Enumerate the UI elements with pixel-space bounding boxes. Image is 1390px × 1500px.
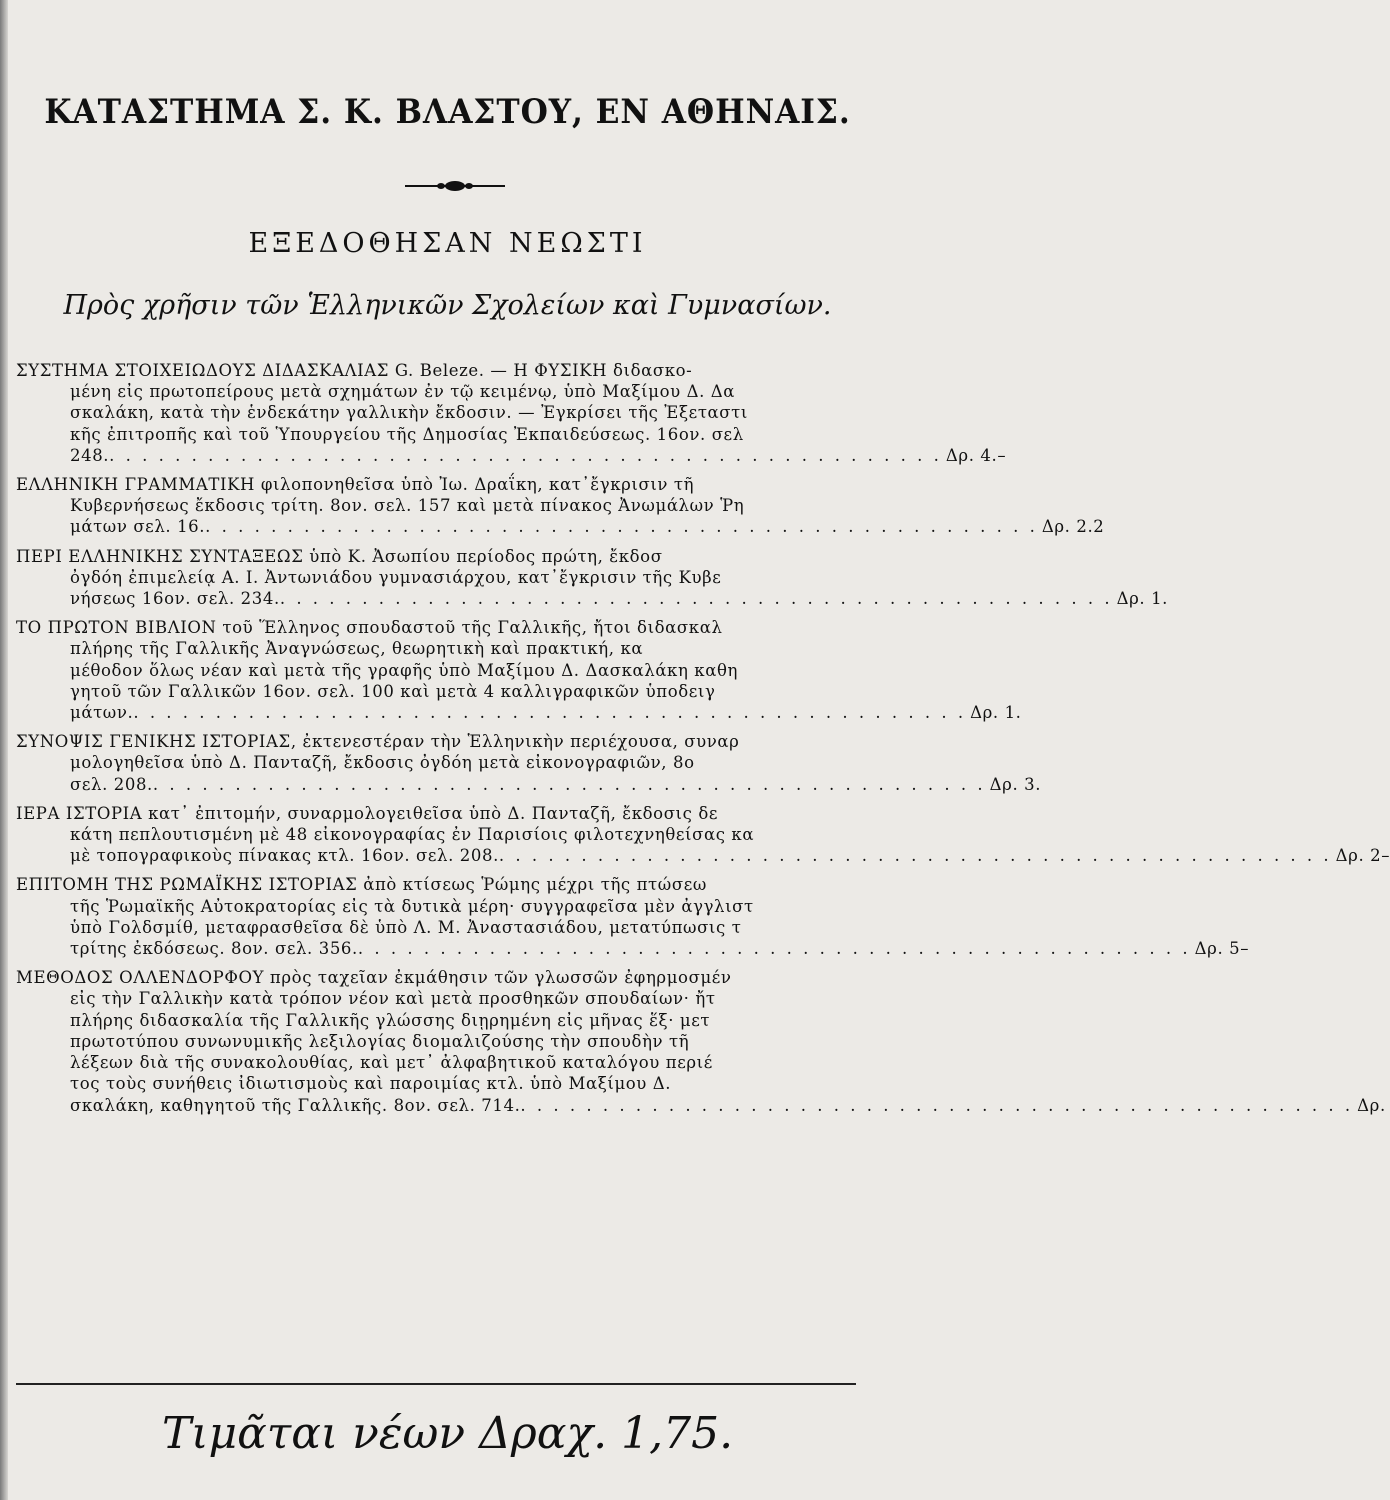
- entry-line: ΙΕΡΑ ΙΣΤΟΡΙΑ κατ᾽ ἐπιτομήν, συναρμολογειθεῖσα ὑπὸ Δ. Πανταζῆ, ἔκδοσις δε: [16, 803, 718, 823]
- book-entry: [16, 546, 1169, 610]
- entry-line: ΣΥΣΤΗΜΑ ΣΤΟΙΧΕΙΩΔΟΥΣ ΔΙΔΑΣΚΑΛΙΑΣ G. Beleze. — Η ΦΥΣΙΚΗ διδασκο-: [16, 361, 693, 380]
- entry-line: μένη εἰς πρωτοπείρους μετὰ σχημάτων ἐν τῷ κειμένῳ, ὑπὸ Μαξίμου Δ. Δα: [70, 382, 736, 402]
- leader-dots: . . . . . . . . . . . . . . . . . . . . . . . . . . . . . . . . . . . . . . . . . . . . . . . . . . .: [205, 517, 1038, 537]
- entry-last-text: σελ. 208.: [70, 774, 153, 794]
- book-entry: [16, 874, 1250, 959]
- book-entry: [16, 360, 1007, 466]
- entry-line: ΕΠΙΤΟΜΗ ΤΗΣ ΡΩΜΑΪΚΗΣ ΙΣΤΟΡΙΑΣ ἀπὸ κτίσεως Ῥώμης μέχρι τῆς πτώσεω: [16, 875, 707, 895]
- entry-line: πλήρης διδασκαλία τῆς Γαλλικῆς γλώσσης διῃρημένη εἰς μῆνας ἕξ· μετ: [70, 1010, 711, 1030]
- entry-line: ΤΟ ΠΡΩΤΟΝ ΒΙΒΛΙΟΝ τοῦ Ἕλληνος σπουδαστοῦ τῆς Γαλλικῆς, ἤτοι διδασκαλ: [16, 618, 723, 638]
- entry-line: Κυβερνήσεως ἔκδοσις τρίτη. 8ον. σελ. 157 καὶ μετὰ πίνακος Ἀνωμάλων Ῥη: [70, 496, 745, 516]
- section-subheading: Πρὸς χρῆσιν τῶν Ἑλληνικῶν Σχολείων καὶ Γυμνασίων.: [63, 290, 832, 321]
- entry-last-line: [16, 1095, 1386, 1116]
- entry-price: Δρ. 4.–: [945, 445, 1007, 465]
- book-entry: [16, 967, 1386, 1115]
- entry-last-text: μάτων.: [70, 703, 134, 723]
- entry-last-text: μὲ τοπογραφικοὺς πίνακας κτλ. 16ον. σελ. 208.: [70, 846, 499, 866]
- entry-price: Δρ. 1.: [1116, 589, 1169, 609]
- entry-line: τος τοὺς συνήθεις ἰδιωτισμοὺς καὶ παροιμίας κτλ. ὑπὸ Μαξίμου Δ.: [70, 1074, 672, 1094]
- entry-price: Δρ. 1.: [970, 703, 1022, 723]
- entry-last-line: [16, 845, 1390, 866]
- divider-rule: [16, 1383, 856, 1385]
- entry-line: ὀγδόη ἐπιμελείᾳ Α. Ι. Ἀντωνιάδου γυμνασιάρχου, κατ᾽ἔγκρισιν τῆς Κυβε: [70, 567, 722, 587]
- entry-line: γητοῦ τῶν Γαλλικῶν 16ον. σελ. 100 καὶ μετὰ 4 καλλιγραφικῶν ὑποδειγ: [70, 681, 716, 701]
- leader-dots: . . . . . . . . . . . . . . . . . . . . . . . . . . . . . . . . . . . . . . . . . . . . . . . . . . .: [133, 703, 967, 723]
- entry-line: ΠΕΡΙ ΕΛΛΗΝΙΚΗΣ ΣΥΝΤΑΞΕΩΣ ὑπὸ Κ. Ἀσωπίου περίοδος πρώτη, ἔκδοσ: [16, 546, 663, 566]
- entry-last-line: [16, 588, 1169, 609]
- entry-line: πρωτοτύπου συνωνυμικῆς λεξιλογίας διομαλιζούσης τὴν σπουδὴν τῆ: [70, 1031, 690, 1051]
- book-entry: [16, 803, 1390, 867]
- entry-line: ΣΥΝΟΨΙΣ ΓΕΝΙΚΗΣ ΙΣΤΟΡΙΑΣ, ἐκτενεστέραν τὴν Ἑλληνικὴν περιέχουσα, συναρ: [16, 732, 740, 752]
- book-entry: [16, 617, 1022, 723]
- entry-line: μέθοδον ὅλως νέαν καὶ μετὰ τῆς γραφῆς ὑπὸ Μαξίμου Δ. Δασκαλάκη καθη: [70, 660, 738, 680]
- entry-last-text: σκαλάκη, καθηγητοῦ τῆς Γαλλικῆς. 8ον. σελ. 714.: [70, 1095, 521, 1115]
- price-line: Τιμᾶται νέων Δραχ. 1,75.: [161, 1408, 734, 1459]
- entry-line: κάτη πεπλουτισμένη μὲ 48 εἰκονογραφίας ἐν Παρισίοις φιλοτεχνηθείσας κα: [70, 825, 755, 845]
- book-entry: [16, 474, 1105, 538]
- leader-dots: . . . . . . . . . . . . . . . . . . . . . . . . . . . . . . . . . . . . . . . . . . . . . . . . . . .: [152, 774, 986, 794]
- leader-dots: . . . . . . . . . . . . . . . . . . . . . . . . . . . . . . . . . . . . . . . . . . . . . . . . . . .: [498, 846, 1332, 866]
- page-edge-shadow: [0, 0, 8, 1500]
- leader-dots: . . . . . . . . . . . . . . . . . . . . . . . . . . . . . . . . . . . . . . . . . . . . . . . . . . .: [279, 589, 1113, 609]
- entry-line: πλήρης τῆς Γαλλικῆς Ἀναγνώσεως, θεωρητικὴ καὶ πρακτική, κα: [70, 639, 644, 659]
- entry-last-text: 248.: [70, 445, 110, 465]
- entry-line: σκαλάκη, κατὰ τὴν ἑνδεκάτην γαλλικὴν ἔκδοσιν. — Ἐγκρίσει τῆς Ἐξεταστι: [70, 403, 748, 423]
- entry-last-text: τρίτης ἐκδόσεως. 8ον. σελ. 356.: [70, 939, 358, 959]
- entry-line: μολογηθεῖσα ὑπὸ Δ. Πανταζῆ, ἔκδοσις ὀγδόη μετὰ εἰκονογραφιῶν, 8ο: [70, 753, 695, 773]
- entry-price: Δρ. 3.: [989, 774, 1042, 794]
- entry-line: λέξεων διὰ τῆς συνακολουθίας, καὶ μετ᾽ ἀλφαβητικοῦ καταλόγου περιέ: [70, 1053, 713, 1073]
- entry-line: ΕΛΛΗΝΙΚΗ ΓΡΑΜΜΑΤΙΚΗ φιλοπονηθεῖσα ὑπὸ Ἰω. Δραΐκη, κατ᾽ἔγκρισιν τῆ: [16, 475, 695, 495]
- entry-last-text: νήσεως 16ον. σελ. 234.: [70, 589, 280, 609]
- leader-dots: . . . . . . . . . . . . . . . . . . . . . . . . . . . . . . . . . . . . . . . . . . . . . . . . . . .: [109, 445, 942, 465]
- page-title: ΚΑΤΑΣΤΗΜΑ Σ. Κ. ΒΛΑΣΤΟΥ, ΕΝ ΑΘΗΝΑΙΣ.: [44, 92, 851, 132]
- entry-last-line: [16, 516, 1105, 537]
- entry-price: Δρ. 2–: [1335, 846, 1390, 866]
- entry-price: Δρ. 2.2: [1041, 517, 1105, 537]
- entry-line: ΜΕΘΟΔΟΣ ΟΛΛΕΝΔΟΡΦΟΥ πρὸς ταχεῖαν ἐκμάθησιν τῶν γλωσσῶν ἐφηρμοσμέν: [16, 968, 732, 988]
- leader-dots: . . . . . . . . . . . . . . . . . . . . . . . . . . . . . . . . . . . . . . . . . . . . . . . . . . .: [357, 939, 1191, 959]
- entry-price: Δρ.: [1357, 1095, 1386, 1115]
- entry-line: κῆς ἐπιτροπῆς καὶ τοῦ Ὑπουργείου τῆς Δημοσίας Ἐκπαιδεύσεως. 16ον. σελ: [70, 424, 744, 444]
- leader-dots: . . . . . . . . . . . . . . . . . . . . . . . . . . . . . . . . . . . . . . . . . . . . . . . . . . .: [520, 1095, 1354, 1115]
- entry-price: Δρ. 5–: [1194, 939, 1250, 959]
- section-heading: ΕΞΕΔΟΘΗΣΑΝ ΝΕΩΣΤΙ: [248, 228, 647, 259]
- entry-last-line: [16, 774, 1042, 795]
- entry-last-line: [16, 938, 1250, 959]
- book-entry: [16, 731, 1042, 795]
- entry-last-line: [16, 702, 1022, 723]
- entry-last-line: [16, 445, 1007, 466]
- entry-line: εἰς τὴν Γαλλικὴν κατὰ τρόπον νέον καὶ μετὰ προσθηκῶν σπουδαίων· ἤτ: [70, 989, 716, 1009]
- entry-line: ὑπὸ Γολδσμίθ, μεταφρασθεῖσα δὲ ὑπὸ Λ. Μ. Ἀναστασιάδου, μετατύπωσις τ: [70, 917, 742, 937]
- book-list: [16, 360, 1390, 1124]
- entry-last-text: μάτων σελ. 16.: [70, 517, 206, 537]
- entry-line: τῆς Ῥωμαϊκῆς Αὐτοκρατορίας εἰς τὰ δυτικὰ μέρη· συγγραφεῖσα μὲν ἀγγλιστ: [70, 896, 754, 916]
- ornament-divider-icon: [405, 178, 505, 194]
